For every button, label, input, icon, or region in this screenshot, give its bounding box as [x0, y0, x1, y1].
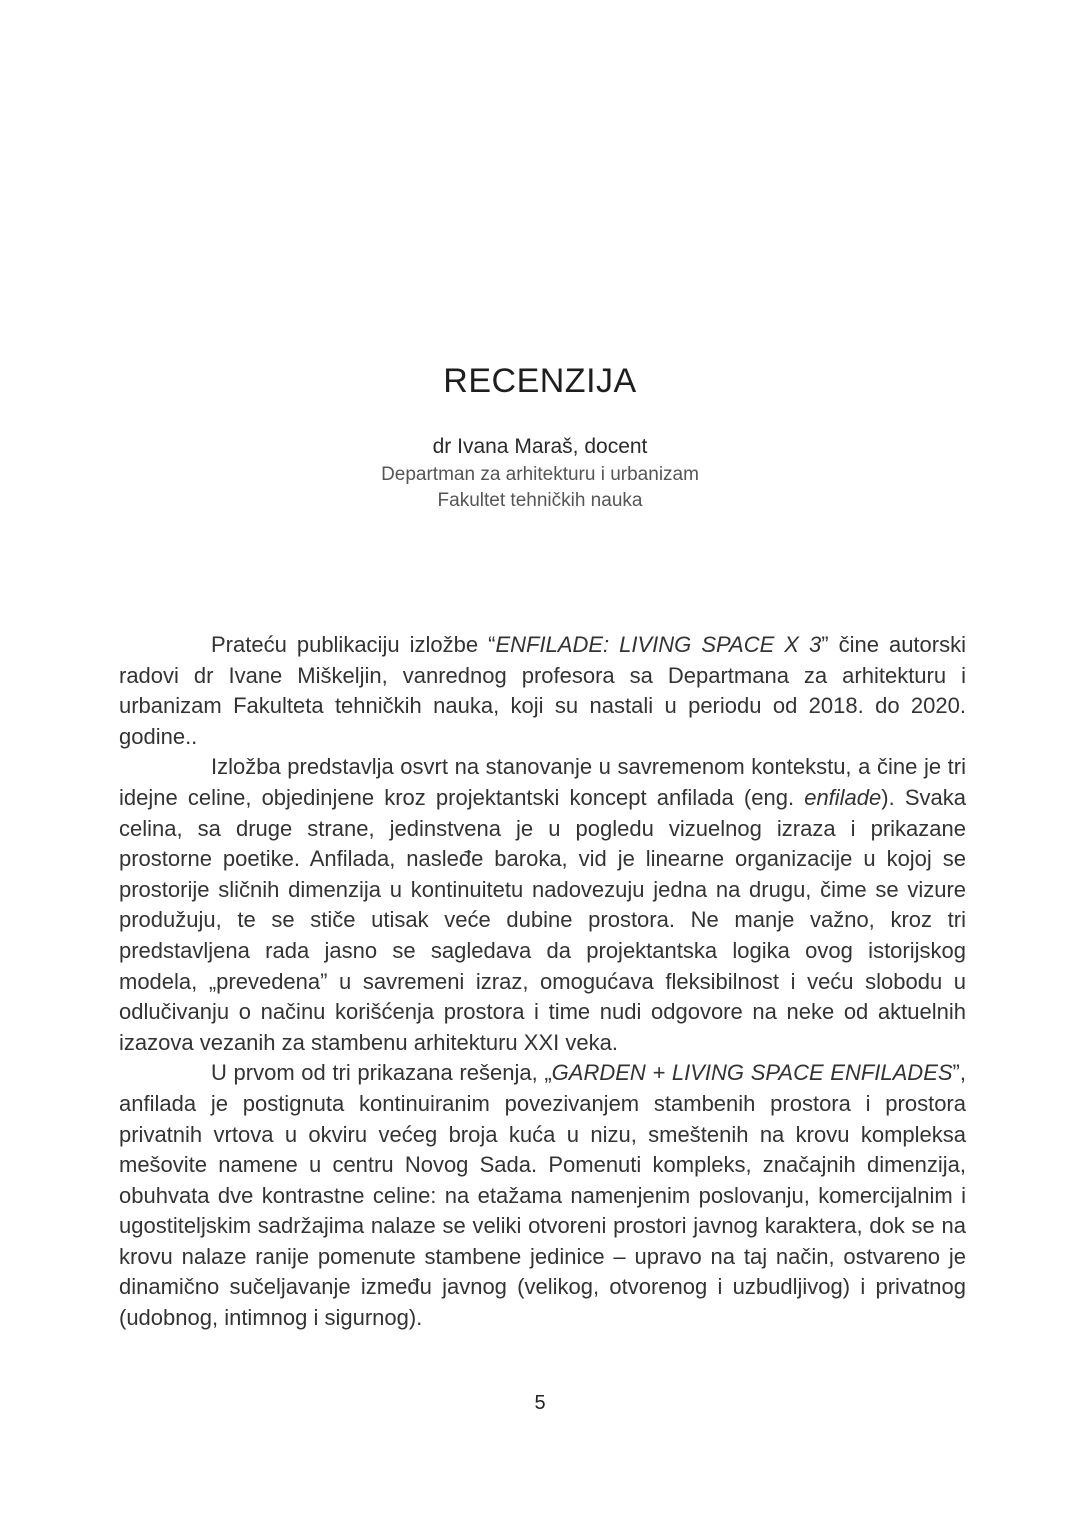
emphasized-text: GARDEN + LIVING SPACE ENFILADES — [551, 1060, 953, 1086]
paragraph — [119, 1058, 966, 1333]
paragraph-text: ” čine autorski radovi dr Ivane Miškeljin, vanrednog profesora sa Departmana za arhitekturu i urbanizam Fakulteta tehničkih nauka, koji su nastali u periodu od 2018. do 2020. godine.. — [119, 632, 966, 749]
emphasized-text: ENFILADE: LIVING SPACE X 3 — [495, 632, 822, 657]
reviewer-name: dr Ivana Maraš, docent — [432, 435, 648, 458]
paragraph-text: Prateću publikaciju izložbe “ — [211, 632, 496, 657]
paragraph — [119, 752, 966, 1058]
page-number: 5 — [534, 1392, 546, 1414]
review-body — [119, 630, 966, 1334]
reviewer-department: Departman za arhitekturu i urbanizam — [381, 464, 699, 485]
paragraph-text: U prvom od tri prikazana rešenja, „ — [211, 1060, 552, 1086]
paragraph-text: ). Svaka celina, sa druge strane, jedinstvena je u pogledu vizuelnog izraza i prikazane prostorne poetike. Anfilada, nasleđe baroka, vid je linearne organizacije u kojoj se prostorije sličnih dimenzija u kontinuitetu nadovezuju jedna na drugu, čime se vizure produžuju, te se stiče utisak veće dubine prostora. Ne manje važno, kroz tri predstavljena rada jasno se sagledava da projektantska logika ovog istorijskog modela, „prevedena” u savremeni izraz, omogućava fleksibilnost i veću slobodu u odlučivanju o načinu korišćenja prostora i time nudi odgovore na neke od aktuelnih izazova vezanih za stambenu arhitekturu XXI veka. — [119, 784, 966, 1055]
paragraph-text: Izložba predstavlja osvrt na stanovanje u savremenom kontekstu, a čine je tri idejne celine, objedinjene kroz projektantski koncept anfilada (eng. — [119, 754, 966, 810]
page-title: RECENZIJA — [443, 362, 637, 400]
paragraph-text: ”, anfilada je postignuta kontinuiranim povezivanjem stambenih prostora i prostora privatnih vrtova u okviru većeg broja kuća u nizu, smeštenih na krovu kompleksa mešovite namene u centru Novog Sada. Pomenuti kompleks, značajnih dimenzija, obuhvata dve kontrastne celine: na etažama namenjenim poslovanju, komercijalnim i ugostiteljskim sadržajima nalaze se veliki otvoreni prostori javnog karaktera, dok se na krovu nalaze ranije pomenute stambene jedinice – upravo na taj način, ostvareno je dinamično sučeljavanje između javnog (velikog, otvorenog i uzbudljivog) i privatnog (udobnog, intimnog i sigurnog). — [119, 1060, 966, 1331]
reviewer-faculty: Fakultet tehničkih nauka — [437, 490, 643, 511]
emphasized-text: enfilade — [804, 784, 882, 810]
paragraph — [119, 630, 966, 752]
